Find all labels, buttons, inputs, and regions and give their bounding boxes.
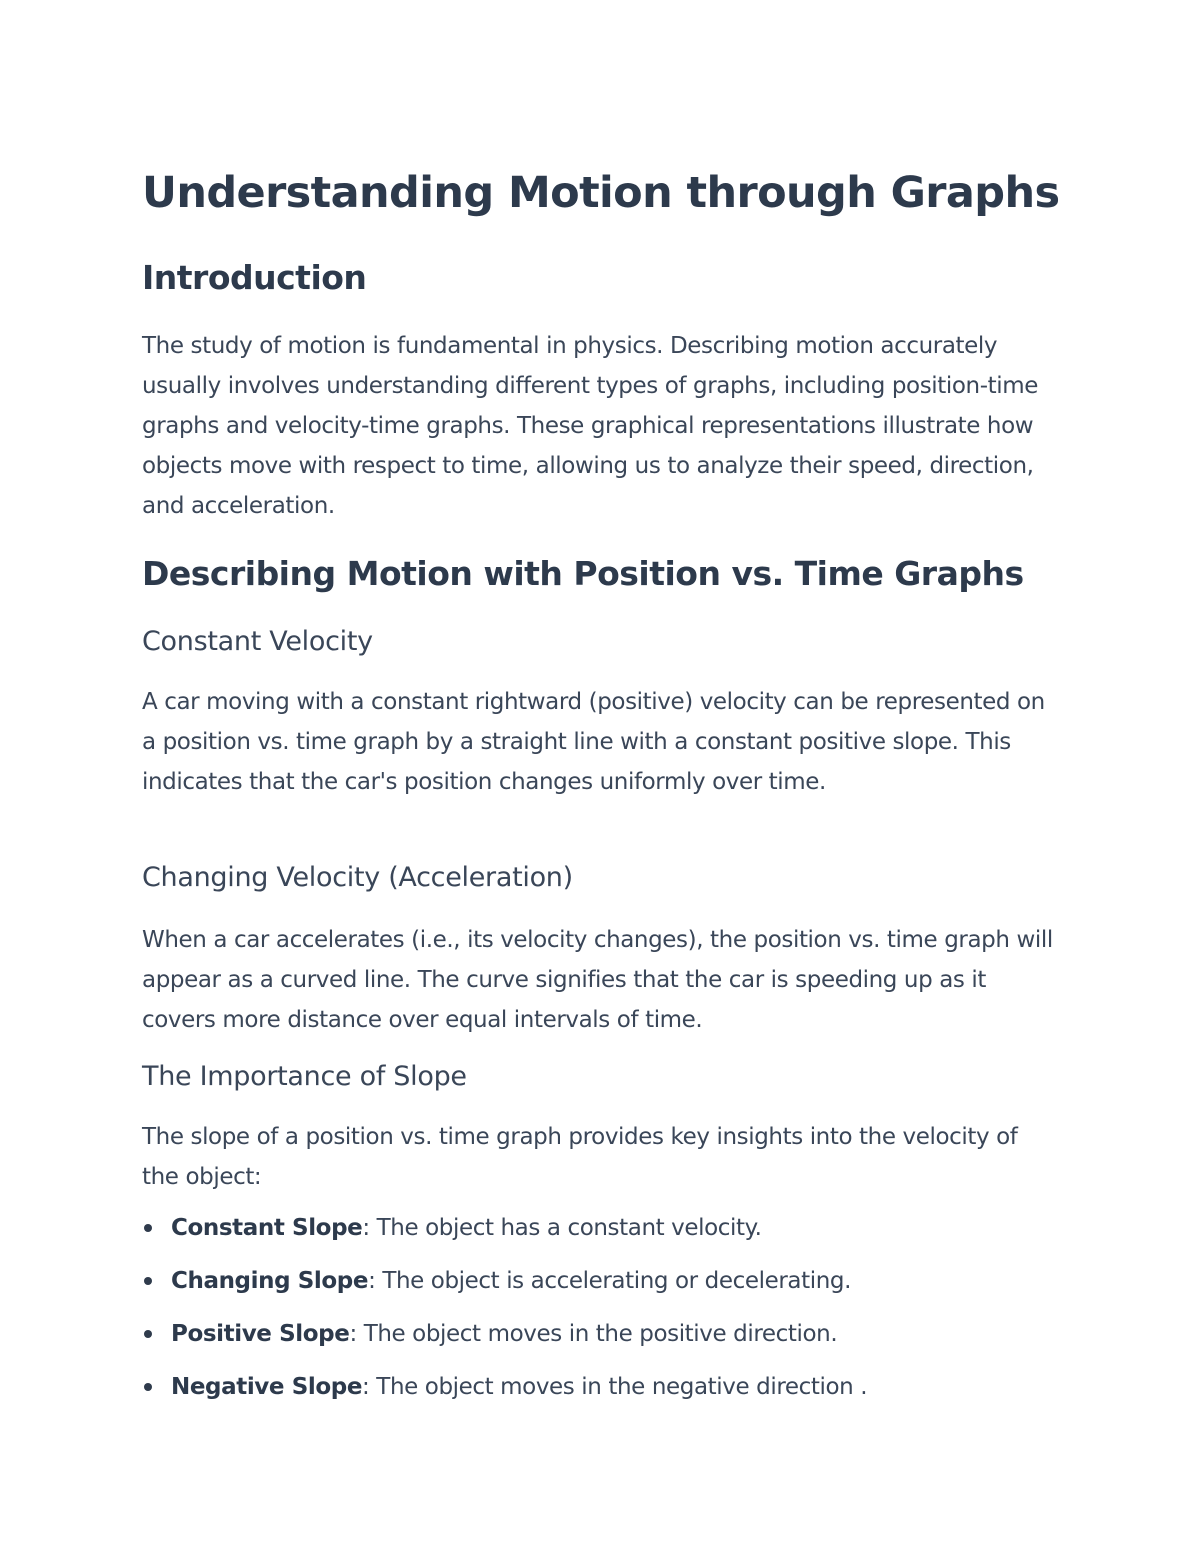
constant-velocity-paragraph: A car moving with a constant rightward (positive) velocity can be represented on a position vs. time graph by a straight line with a constant positive slope. This indicates that the car's position changes uniformly over time.	[142, 689, 1045, 795]
introduction-paragraph: The study of motion is fundamental in physics. Describing motion accurately usually involves understanding different types of graphs, including position-time graphs and velocity-time graphs. These graphical representations illustrate how objects move with respect to time, allowing us to analyze their speed, direction, and acceleration.	[142, 333, 1038, 519]
changing-velocity-heading: Changing Velocity (Acceleration)	[142, 862, 573, 893]
list-item-text: : The object has a constant velocity.	[362, 1215, 762, 1241]
introduction-heading: Introduction	[142, 258, 367, 297]
list-item-term: Changing Slope	[171, 1268, 369, 1294]
list-item-term: Constant Slope	[171, 1215, 363, 1241]
list-item	[142, 1318, 1057, 1371]
bullet-icon	[144, 1277, 152, 1285]
slope-paragraph: The slope of a position vs. time graph provides key insights into the velocity of the object:	[142, 1124, 1018, 1190]
list-item-term: Positive Slope	[171, 1321, 350, 1347]
list-item-term: Negative Slope	[171, 1374, 363, 1400]
list-item	[142, 1212, 1057, 1265]
list-item-text: : The object moves in the positive direction.	[349, 1321, 838, 1347]
constant-velocity-heading: Constant Velocity	[142, 626, 373, 657]
slope-heading: The Importance of Slope	[142, 1061, 467, 1092]
changing-velocity-paragraph: When a car accelerates (i.e., its velocity changes), the position vs. time graph will appear as a curved line. The curve signifies that the car is speeding up as it covers more distance over equal intervals of time.	[142, 927, 1053, 1033]
position-time-heading: Describing Motion with Position vs. Time Graphs	[142, 554, 1024, 593]
list-item-text: : The object moves in the negative direction .	[362, 1374, 868, 1400]
slope-list	[142, 1212, 1057, 1424]
bullet-icon	[144, 1330, 152, 1338]
document-title: Understanding Motion through Graphs	[142, 168, 1060, 218]
list-item	[142, 1371, 1057, 1424]
list-item-text: : The object is accelerating or decelerating.	[368, 1268, 851, 1294]
bullet-icon	[144, 1224, 152, 1232]
list-item	[142, 1265, 1057, 1318]
bullet-icon	[144, 1383, 152, 1391]
